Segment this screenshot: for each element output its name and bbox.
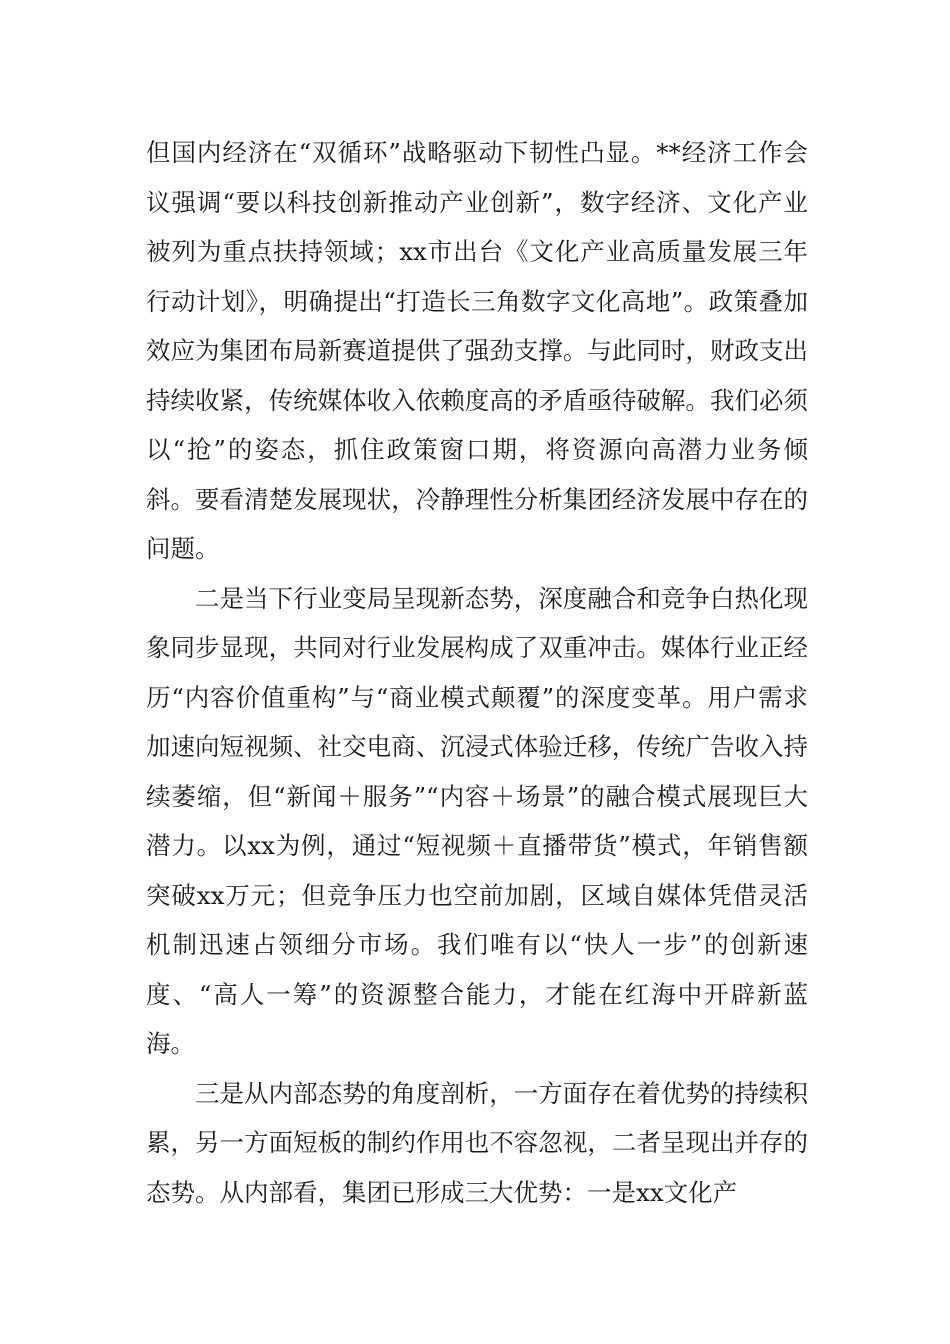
paragraph-economic-context: 但国内经济在“双循环”战略驱动下韧性凸显。**经济工作会议强调“要以科技创新推动产业创新”，数字经济、文化产业被列为重点扶持领域；xx市出台《文化产业高质量发展三年行动计划》，明确提出“打造长三角数字文化高地”。政策叠加效应为集团布局新赛道提供了强劲支撑。与此同时，财政支出持续收紧，传统媒体收入依赖度高的矛盾亟待破解。我们必须以“抢”的姿态，抓住政策窗口期，将资源向高潜力业务倾斜。要看清楚发展现状，冷静理性分析集团经济发展中存在的问题。 (146, 138, 808, 563)
paragraph-internal-situation: 三是从内部态势的角度剖析，一方面存在着优势的持续积累，另一方面短板的制约作用也不容忽视，二者呈现出并存的态势。从内部看，集团已形成三大优势：一是xx文化产 (146, 1078, 808, 1207)
document-body (146, 128, 808, 1217)
paragraph-industry-change: 二是当下行业变局呈现新态势，深度融合和竞争白热化现象同步显现，共同对行业发展构成了双重冲击。媒体行业正经历“内容价值重构”与“商业模式颠覆”的深度变革。用户需求加速向短视频、社交电商、沉浸式体验迁移，传统广告收入持续萎缩，但“新闻＋服务”“内容＋场景”的融合模式展现巨大潜力。以xx为例，通过“短视频＋直播带货”模式，年销售额突破xx万元；但竞争压力也空前加剧，区域自媒体凭借灵活机制迅速占领细分市场。我们唯有以“快人一步”的创新速度、“高人一筹”的资源整合能力，才能在红海中开辟新蓝海。 (146, 583, 808, 1058)
